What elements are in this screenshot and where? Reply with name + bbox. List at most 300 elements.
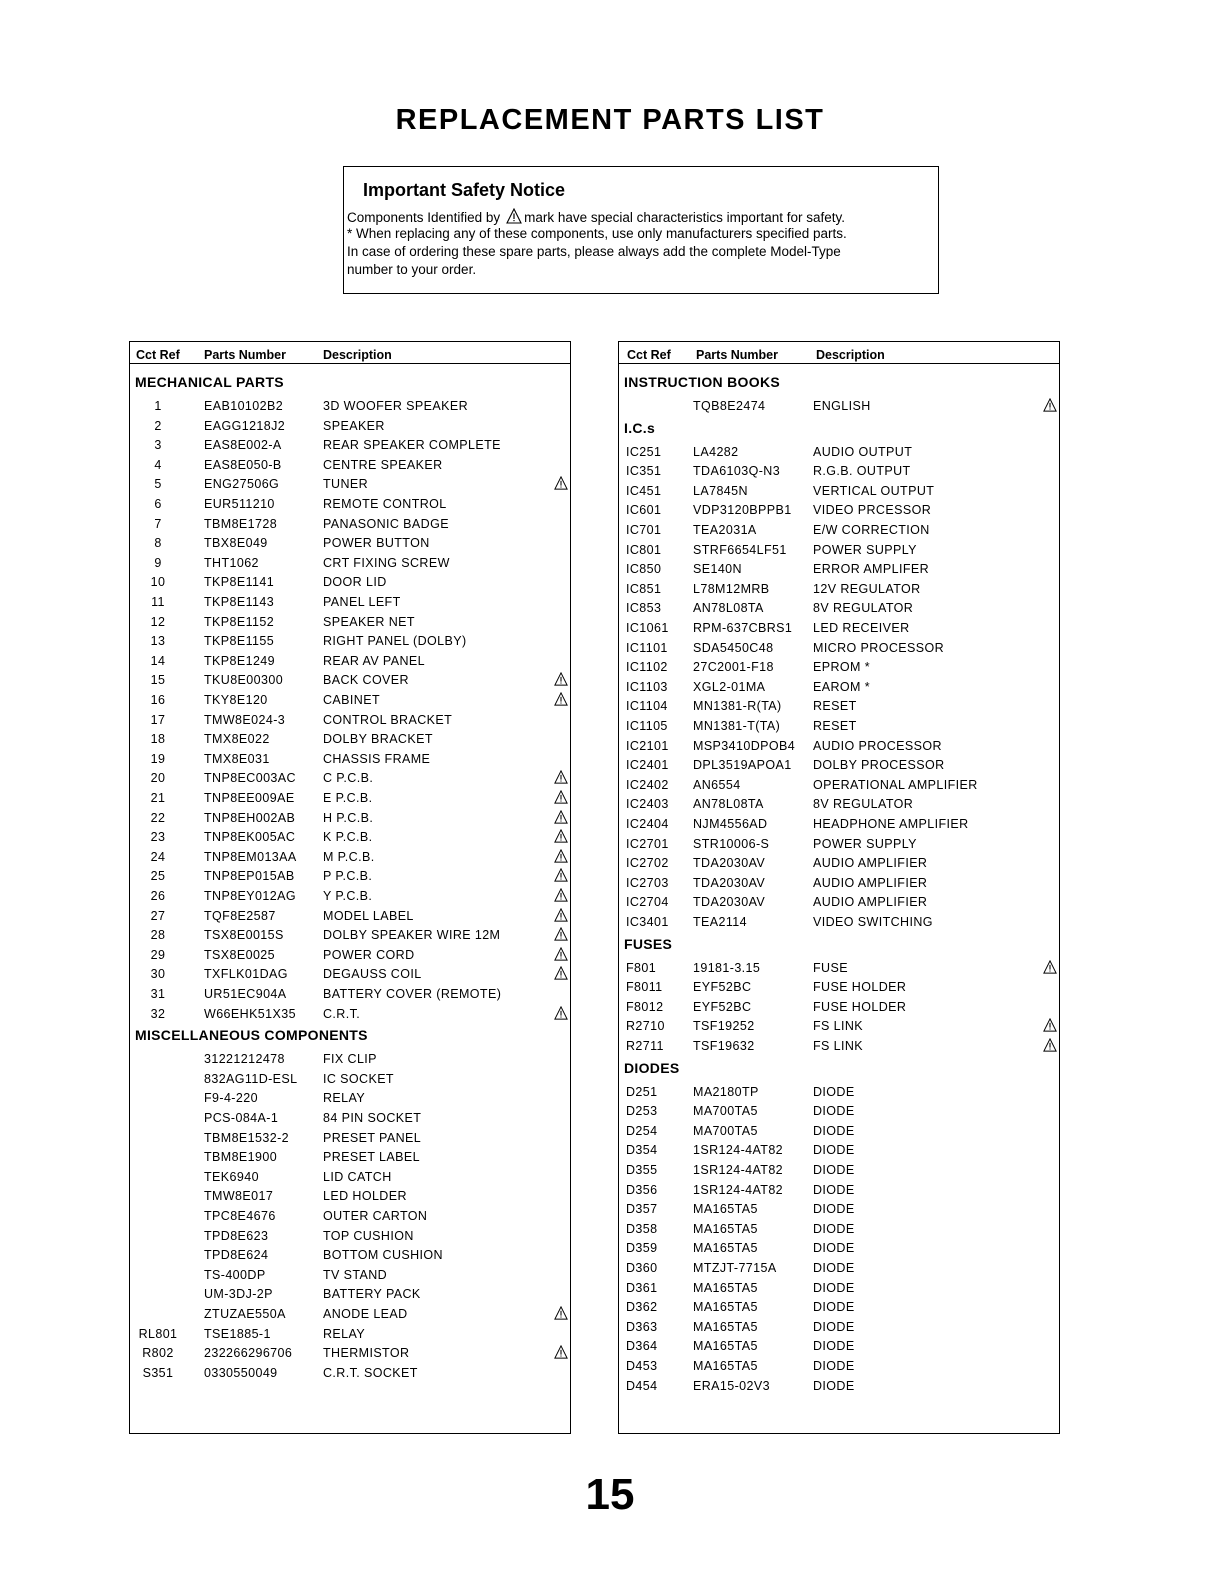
cct-ref: 30 [150, 967, 166, 982]
parts-number: 27C2001-F18 [693, 660, 774, 675]
section-heading: MECHANICAL PARTS [135, 374, 284, 390]
cct-ref: 23 [150, 830, 166, 845]
parts-number: 1SR124-4AT82 [693, 1163, 784, 1177]
table-row [619, 484, 1059, 503]
cct-ref: IC2402 [626, 777, 669, 792]
cct-ref: IC1105 [626, 719, 668, 733]
cct-ref: IC2401 [626, 758, 669, 773]
parts-number: TNP8EC003AC [204, 771, 296, 786]
table-row [619, 582, 1059, 601]
parts-number: TBM8E1728 [204, 516, 278, 531]
parts-number: TNP8EP015AB [204, 869, 295, 884]
table-row [130, 909, 570, 928]
cct-ref: D354 [626, 1143, 658, 1158]
parts-number: TNP8EH002AB [204, 810, 296, 825]
table-row [619, 1300, 1059, 1319]
parts-number: TMX8E022 [204, 732, 270, 747]
description: PANEL LEFT [323, 595, 401, 609]
table-row [619, 1085, 1059, 1104]
parts-number: TKP8E1152 [204, 614, 275, 629]
cct-ref: IC1103 [626, 679, 668, 694]
safety-notice-box [343, 166, 939, 294]
warning-triangle-icon [1043, 398, 1057, 412]
description: FUSE HOLDER [813, 980, 907, 995]
description: MODEL LABEL [323, 908, 414, 923]
table-row [619, 1241, 1059, 1260]
description: M P.C.B. [323, 849, 375, 864]
cct-ref: IC2101 [626, 738, 669, 753]
cct-ref: D357 [626, 1202, 658, 1217]
description: MICRO PROCESSOR [813, 640, 945, 655]
header-parts-number: Parts Number [204, 348, 286, 362]
header-cct-ref: Cct Ref [627, 348, 671, 362]
table-row [619, 562, 1059, 581]
description: LID CATCH [323, 1169, 392, 1184]
description: E P.C.B. [323, 791, 373, 805]
warning-triangle-icon [554, 947, 568, 961]
cct-ref: 18 [150, 732, 166, 747]
table-row [130, 1307, 570, 1326]
description: C.R.T. [323, 1006, 361, 1021]
parts-number: MTZJT-7715A [693, 1261, 777, 1275]
table-row [619, 1000, 1059, 1019]
parts-number: TPD8E623 [204, 1228, 269, 1243]
table-row [619, 464, 1059, 483]
parts-number: MA700TA5 [693, 1123, 758, 1138]
parts-number: TDA2030AV [693, 875, 766, 890]
table-row [130, 497, 570, 516]
description: AUDIO AMPLIFIER [813, 895, 928, 910]
cct-ref: D362 [626, 1300, 658, 1315]
table-row [130, 830, 570, 849]
safety-notice-line-2: * When replacing any of these components, use only manufacturers specified parts. [347, 226, 847, 241]
section-heading: INSTRUCTION BOOKS [624, 374, 780, 390]
description: TV STAND [323, 1267, 388, 1282]
cct-ref: 3 [154, 438, 162, 453]
table-row [130, 928, 570, 947]
cct-ref: 22 [150, 810, 166, 825]
parts-number: TQF8E2587 [204, 908, 276, 923]
cct-ref: D251 [626, 1084, 658, 1099]
parts-number: 31221212478 [204, 1052, 285, 1067]
description: RESET [813, 699, 857, 714]
parts-number: TNP8EK005AC [204, 830, 296, 845]
table-row [619, 739, 1059, 758]
parts-number: RPM-637CBRS1 [693, 621, 793, 635]
parts-number: TEA2114 [693, 915, 747, 929]
description: FS LINK [813, 1039, 864, 1053]
table-row [619, 961, 1059, 980]
table-row [619, 680, 1059, 699]
description: REAR SPEAKER COMPLETE [323, 438, 501, 453]
table-row [619, 1320, 1059, 1339]
header-divider [619, 363, 1059, 364]
parts-number: ZTUZAE550A [204, 1307, 286, 1321]
description: CENTRE SPEAKER [323, 457, 443, 472]
cct-ref: IC1102 [626, 660, 668, 675]
parts-number: EAS8E050-B [204, 457, 282, 472]
parts-number: TNP8EE009AE [204, 791, 295, 805]
description: DIODE [813, 1261, 855, 1275]
cct-ref: 29 [150, 947, 166, 962]
table-row [619, 699, 1059, 718]
description: ENGLISH [813, 399, 871, 413]
parts-number: UM-3DJ-2P [204, 1287, 273, 1302]
description: IC SOCKET [323, 1071, 394, 1086]
cct-ref: IC2703 [626, 875, 669, 890]
description: FS LINK [813, 1019, 864, 1034]
cct-ref: 19 [150, 751, 166, 766]
cct-ref: IC2704 [626, 895, 669, 910]
description: P P.C.B. [323, 869, 373, 884]
table-row [130, 1072, 570, 1091]
table-row [619, 1202, 1059, 1221]
parts-number: MA165TA5 [693, 1319, 758, 1334]
parts-number: TSF19252 [693, 1019, 755, 1034]
table-row [130, 399, 570, 418]
cct-ref: 31 [150, 987, 166, 1001]
parts-number: TKY8E120 [204, 693, 268, 707]
warning-triangle-icon [1043, 1038, 1057, 1052]
warning-triangle-icon [554, 888, 568, 902]
parts-number: TEA2031A [693, 523, 757, 537]
section-heading: DIODES [624, 1059, 680, 1076]
cct-ref: R802 [142, 1346, 174, 1361]
cct-ref: D454 [626, 1378, 658, 1393]
table-row [130, 1007, 570, 1026]
description: VIDEO PRCESSOR [813, 503, 932, 518]
table-row [130, 1229, 570, 1248]
warning-triangle-icon [554, 868, 568, 882]
description: Y P.C.B. [323, 889, 373, 903]
description: DIODE [813, 1319, 855, 1334]
header-cct-ref: Cct Ref [136, 348, 180, 362]
parts-number: L78M12MRB [693, 581, 770, 596]
page-title: REPLACEMENT PARTS LIST [395, 104, 825, 136]
warning-triangle-icon [554, 1006, 568, 1020]
description: FUSE [813, 960, 848, 975]
description: DOLBY PROCESSOR [813, 758, 945, 773]
table-row [130, 1327, 570, 1346]
table-row [130, 556, 570, 575]
description: DIODE [813, 1241, 855, 1256]
cct-ref: D356 [626, 1182, 658, 1197]
cct-ref: F8012 [626, 999, 664, 1014]
parts-number: MN1381-R(TA) [693, 699, 782, 714]
parts-number: EAGG1218J2 [204, 418, 286, 433]
table-row [130, 1052, 570, 1071]
parts-number: MN1381-T(TA) [693, 719, 781, 733]
cct-ref: D363 [626, 1319, 658, 1334]
table-row [130, 1091, 570, 1110]
description: RIGHT PANEL (DOLBY) [323, 634, 467, 649]
description: THERMISTOR [323, 1346, 410, 1361]
description: RESET [813, 719, 857, 733]
cct-ref: 26 [150, 889, 166, 903]
description: BATTERY PACK [323, 1287, 421, 1302]
warning-triangle-icon [554, 810, 568, 824]
cct-ref: 14 [150, 653, 166, 668]
cct-ref: IC351 [626, 464, 662, 479]
table-row [130, 477, 570, 496]
cct-ref: 10 [150, 575, 166, 590]
parts-number: TNP8EY012AG [204, 889, 296, 903]
description: AUDIO PROCESSOR [813, 738, 942, 753]
parts-number: EYF52BC [693, 999, 752, 1014]
description: EPROM * [813, 660, 870, 675]
parts-number: TS-400DP [204, 1267, 266, 1282]
table-row [130, 1111, 570, 1130]
cct-ref: IC1104 [626, 699, 668, 714]
cct-ref: 25 [150, 869, 166, 884]
cct-ref: IC3401 [626, 915, 669, 929]
description: DIODE [813, 1378, 855, 1393]
description: RELAY [323, 1326, 366, 1341]
parts-number: PCS-084A-1 [204, 1111, 279, 1125]
description: 8V REGULATOR [813, 601, 914, 616]
parts-number: MSP3410DPOB4 [693, 738, 796, 753]
cct-ref: IC451 [626, 483, 662, 498]
warning-triangle-icon [554, 908, 568, 922]
cct-ref: RL801 [138, 1326, 178, 1341]
cct-ref: IC2403 [626, 797, 669, 812]
table-row [619, 837, 1059, 856]
cct-ref: S351 [142, 1365, 174, 1380]
cct-ref: R2711 [626, 1039, 664, 1053]
description: DIODE [813, 1280, 855, 1295]
cct-ref: IC601 [626, 503, 662, 518]
table-row [130, 713, 570, 732]
description: DIODE [813, 1163, 855, 1177]
table-row [619, 503, 1059, 522]
description: POWER SUPPLY [813, 836, 917, 851]
table-row [619, 1019, 1059, 1038]
warning-triangle-icon [554, 966, 568, 980]
parts-number: TMW8E024-3 [204, 712, 286, 727]
description: DIODE [813, 1339, 855, 1354]
parts-number: TBX8E049 [204, 536, 268, 551]
table-row [619, 601, 1059, 620]
table-row [130, 1189, 570, 1208]
cct-ref: D360 [626, 1261, 658, 1275]
cct-ref: 12 [150, 614, 166, 629]
description: VERTICAL OUTPUT [813, 483, 935, 498]
parts-number: STRF6654LF51 [693, 542, 787, 557]
parts-number: UR51EC904A [204, 987, 287, 1001]
description: PRESET LABEL [323, 1150, 420, 1165]
table-row [130, 1287, 570, 1306]
description: DIODE [813, 1123, 855, 1138]
parts-number: TBM8E1532-2 [204, 1130, 289, 1145]
parts-number: MA165TA5 [693, 1339, 758, 1354]
description: DOLBY BRACKET [323, 732, 433, 747]
description: AUDIO AMPLIFIER [813, 856, 928, 871]
cct-ref: F801 [626, 960, 657, 975]
description: RELAY [323, 1091, 366, 1106]
table-row [130, 517, 570, 536]
description: POWER SUPPLY [813, 542, 917, 557]
table-row [619, 1222, 1059, 1241]
parts-number: TKP8E1143 [204, 595, 275, 609]
parts-number: TPD8E624 [204, 1248, 269, 1263]
parts-number: SE140N [693, 562, 742, 577]
table-row [619, 1359, 1059, 1378]
cct-ref: R2710 [626, 1019, 665, 1034]
table-row [130, 791, 570, 810]
description: DIODE [813, 1359, 855, 1373]
warning-triangle-icon [554, 790, 568, 804]
description: REAR AV PANEL [323, 653, 425, 668]
description: HEADPHONE AMPLIFIER [813, 817, 969, 831]
parts-number: NJM4556AD [693, 817, 768, 831]
cct-ref: IC701 [626, 523, 662, 537]
description: DOOR LID [323, 575, 387, 590]
table-row [619, 523, 1059, 542]
table-row [619, 445, 1059, 464]
warning-triangle-icon [506, 208, 522, 224]
parts-number: 832AG11D-ESL [204, 1071, 298, 1086]
table-row [619, 1261, 1059, 1280]
description: REMOTE CONTROL [323, 497, 447, 511]
cct-ref: D253 [626, 1104, 658, 1119]
description: BACK COVER [323, 673, 409, 688]
parts-table-left [129, 341, 571, 1434]
description: 84 PIN SOCKET [323, 1111, 422, 1125]
description: EAROM * [813, 679, 870, 694]
description: 3D WOOFER SPEAKER [323, 399, 469, 413]
parts-number: ENG27506G [204, 477, 280, 492]
cct-ref: 7 [154, 516, 162, 531]
table-row [130, 595, 570, 614]
description: CONTROL BRACKET [323, 712, 453, 727]
table-row [619, 1124, 1059, 1143]
cct-ref: 13 [150, 634, 166, 649]
table-row [130, 536, 570, 555]
cct-ref: 2 [154, 418, 162, 433]
cct-ref: 9 [154, 555, 162, 570]
cct-ref: 4 [154, 457, 162, 472]
description: DIODE [813, 1143, 855, 1158]
parts-number: EYF52BC [693, 980, 752, 995]
table-row [619, 621, 1059, 640]
cct-ref: D359 [626, 1241, 658, 1256]
parts-number: STR10006-S [693, 836, 770, 851]
parts-number: TDA2030AV [693, 856, 766, 871]
cct-ref: IC801 [626, 542, 662, 557]
parts-number: LA4282 [693, 444, 739, 459]
description: SPEAKER NET [323, 614, 415, 629]
description: DOLBY SPEAKER WIRE 12M [323, 928, 501, 943]
cct-ref: 28 [150, 928, 166, 943]
description: PANASONIC BADGE [323, 516, 449, 531]
table-row [130, 575, 570, 594]
parts-number: TMX8E031 [204, 751, 270, 766]
table-row [619, 778, 1059, 797]
description: DIODE [813, 1221, 855, 1236]
parts-number: TDA2030AV [693, 895, 766, 910]
description: AUDIO AMPLIFIER [813, 875, 928, 890]
table-row [619, 1039, 1059, 1058]
section-heading: MISCELLANEOUS COMPONENTS [135, 1027, 368, 1044]
table-row [619, 895, 1059, 914]
table-row [130, 771, 570, 790]
parts-number: XGL2-01MA [693, 679, 766, 694]
cct-ref: IC1101 [626, 640, 668, 655]
table-row [130, 673, 570, 692]
table-row [619, 543, 1059, 562]
description: C P.C.B. [323, 771, 374, 786]
table-row [619, 1104, 1059, 1123]
table-row [619, 660, 1059, 679]
table-row [619, 915, 1059, 934]
description: DIODE [813, 1182, 855, 1197]
table-row [130, 967, 570, 986]
parts-number: 1SR124-4AT82 [693, 1143, 784, 1158]
parts-number: W66EHK51X35 [204, 1006, 296, 1021]
cct-ref: 24 [150, 849, 166, 864]
cct-ref: 32 [150, 1006, 166, 1021]
table-row [130, 752, 570, 771]
description: DIODE [813, 1104, 855, 1119]
description: CABINET [323, 693, 380, 707]
table-row [130, 987, 570, 1006]
description: FIX CLIP [323, 1052, 377, 1067]
description: FUSE HOLDER [813, 999, 907, 1014]
cct-ref: IC2701 [626, 836, 669, 851]
cct-ref: 16 [150, 693, 166, 707]
description: DIODE [813, 1202, 855, 1217]
cct-ref: IC1061 [626, 621, 669, 635]
table-row [130, 889, 570, 908]
cct-ref: IC251 [626, 444, 662, 459]
description: POWER CORD [323, 947, 415, 962]
parts-number: MA165TA5 [693, 1359, 758, 1373]
parts-number: TNP8EM013AA [204, 849, 297, 864]
header-divider [130, 363, 570, 364]
table-row [130, 1366, 570, 1385]
parts-number: AN78L08TA [693, 601, 764, 616]
safety-notice-line-1-end: mark have special characteristics important for safety. [524, 210, 845, 225]
safety-notice-line-1-start: Components Identified by [347, 210, 501, 225]
parts-number: TKU8E00300 [204, 673, 284, 688]
parts-number: AN78L08TA [693, 797, 764, 812]
warning-triangle-icon [554, 770, 568, 784]
table-row [619, 1143, 1059, 1162]
description: H P.C.B. [323, 810, 374, 825]
cct-ref: IC853 [626, 601, 662, 616]
parts-number: VDP3120BPPB1 [693, 503, 792, 518]
table-row [619, 399, 1059, 418]
table-row [130, 1131, 570, 1150]
cct-ref: 21 [150, 791, 166, 805]
table-row [130, 732, 570, 751]
description: DIODE [813, 1084, 855, 1099]
table-row [130, 1346, 570, 1365]
parts-number: EUR511210 [204, 497, 275, 511]
table-row [130, 458, 570, 477]
cct-ref: 5 [154, 477, 162, 492]
description: CRT FIXING SCREW [323, 555, 450, 570]
parts-number: TKP8E1155 [204, 634, 275, 649]
table-row [130, 1170, 570, 1189]
table-row [130, 438, 570, 457]
table-row [619, 1163, 1059, 1182]
section-heading: I.C.s [624, 419, 656, 436]
header-parts-number: Parts Number [696, 348, 778, 362]
parts-number: 19181-3.15 [693, 960, 761, 975]
description: C.R.T. SOCKET [323, 1365, 418, 1380]
table-row [619, 980, 1059, 999]
